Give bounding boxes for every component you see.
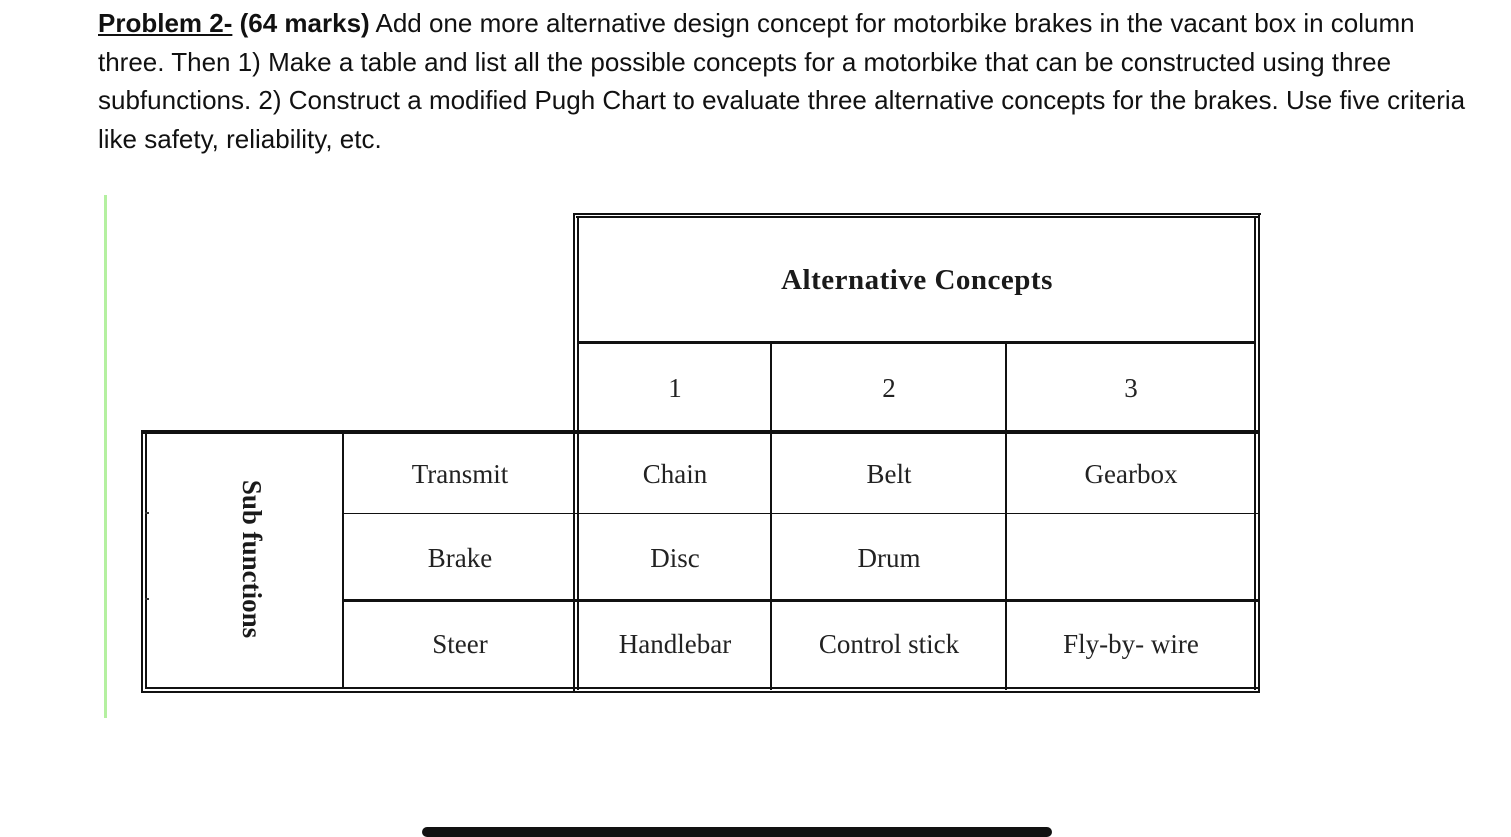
margin-tick — [145, 512, 149, 514]
concept-gearbox: Gearbox — [1084, 458, 1178, 489]
subfunction-brake: Brake — [427, 542, 493, 573]
table-line — [577, 216, 579, 690]
column-number-3: 3 — [1124, 372, 1138, 403]
column-number-2: 2 — [882, 372, 896, 403]
table-line — [1005, 343, 1007, 690]
table-line — [576, 216, 1258, 218]
column-number-1: 1 — [668, 372, 682, 403]
problem-text: Add one more alternative design concept for motorbike brakes in the vacant box in column three. Then 1) Make a table and list all the possible concepts for a motorbike that can be constructed using three subfunctions. 2) Construct a modified Pugh Chart to evaluate three alternative concepts for the brakes. Use five criteria like safety, reliability, etc. — [98, 8, 1466, 154]
table-line — [770, 343, 772, 690]
concept-disc: Disc — [650, 542, 700, 573]
table-line — [1254, 216, 1256, 690]
table-line — [344, 599, 1258, 602]
concept-drum: Drum — [857, 542, 921, 573]
problem-marks: (64 marks) — [239, 8, 370, 38]
table-line — [344, 513, 1258, 514]
table-line — [342, 434, 344, 689]
problem-label: Problem 2- — [98, 8, 233, 38]
table-line — [145, 687, 1258, 689]
table-line — [577, 341, 1256, 344]
concept-belt: Belt — [866, 458, 912, 489]
table-line — [141, 430, 1260, 434]
home-indicator[interactable] — [422, 827, 1052, 837]
margin-bar — [104, 195, 107, 718]
concept-fly-by-wire: Fly-by- wire — [1063, 629, 1199, 659]
subfunction-steer: Steer — [432, 629, 488, 659]
concept-handlebar: Handlebar — [618, 629, 732, 659]
margin-tick — [145, 598, 149, 600]
table-line — [141, 691, 1260, 693]
problem-statement — [98, 4, 1488, 158]
concept-chain: Chain — [642, 458, 708, 489]
alternative-concepts-header: Alternative Concepts — [781, 264, 1053, 296]
table-line — [573, 213, 575, 693]
concept-vacant-brake — [1006, 515, 1256, 601]
table-line — [141, 430, 143, 693]
table-line — [1258, 213, 1260, 693]
table-line — [573, 213, 1261, 215]
table-line — [145, 434, 147, 689]
concept-control-stick: Control stick — [818, 629, 960, 659]
subfunctions-label: Sub functions — [237, 479, 267, 639]
subfunction-transmit: Transmit — [411, 458, 509, 489]
